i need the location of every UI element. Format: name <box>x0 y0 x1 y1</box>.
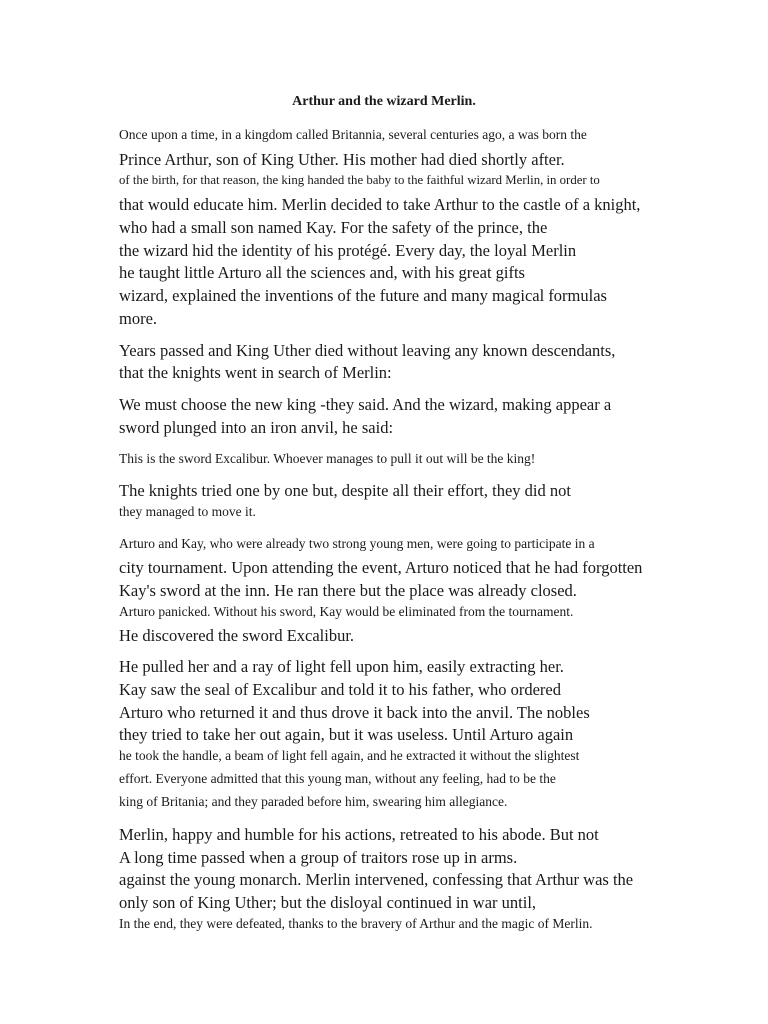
text-line: He pulled her and a ray of light fell upon him, easily extracting her. <box>119 657 564 676</box>
text-line: Once upon a time, in a kingdom called Britannia, several centuries ago, a was born the <box>119 127 587 142</box>
text-line: Prince Arthur, son of King Uther. His mother had died shortly after. <box>119 150 565 169</box>
document-title: Arthur and the wizard Merlin. <box>292 94 476 109</box>
text-line: they managed to move it. <box>119 504 256 519</box>
text-line: A long time passed when a group of traitors rose up in arms. <box>119 848 518 867</box>
text-line: The knights tried one by one but, despite all their effort, they did not <box>119 481 571 500</box>
text-line: wizard, explained the inventions of the future and many magical formulas <box>119 286 607 305</box>
text-line: of the birth, for that reason, the king handed the baby to the faithful wizard Merlin, in order to <box>119 173 600 187</box>
text-line: against the young monarch. Merlin intervened, confessing that Arthur was the <box>119 870 634 889</box>
text-line: more. <box>119 309 158 328</box>
text-line: Arturo and Kay, who were already two strong young men, were going to participate in a <box>119 536 595 551</box>
text-line: Merlin, happy and humble for his actions, retreated to his abode. But not <box>119 825 599 844</box>
text-line: they tried to take her out again, but it was useless. Until Arturo again <box>119 725 574 744</box>
text-line: he taught little Arturo all the sciences and, with his great gifts <box>119 263 525 282</box>
text-line: he took the handle, a beam of light fell again, and he extracted it without the slightest <box>119 748 580 763</box>
text-line: Kay's sword at the inn. He ran there but the place was already closed. <box>119 581 577 600</box>
text-line: Arturo panicked. Without his sword, Kay would be eliminated from the tournament. <box>119 604 574 619</box>
text-line: He discovered the sword Excalibur. <box>119 626 355 645</box>
text-line: city tournament. Upon attending the event, Arturo noticed that he had forgotten <box>119 558 643 577</box>
text-line: We must choose the new king -they said. And the wizard, making appear a <box>119 395 612 414</box>
text-line: This is the sword Excalibur. Whoever manages to pull it out will be the king! <box>119 451 536 466</box>
text-line: that the knights went in search of Merlin: <box>119 363 392 382</box>
text-line: king of Britania; and they paraded before him, swearing him allegiance. <box>119 794 508 809</box>
text-line: Kay saw the seal of Excalibur and told it to his father, who ordered <box>119 680 561 699</box>
text-line: who had a small son named Kay. For the safety of the prince, the <box>119 218 548 237</box>
text-line: Years passed and King Uther died without leaving any known descendants, <box>119 341 616 360</box>
text-line: In the end, they were defeated, thanks to the bravery of Arthur and the magic of Merlin. <box>119 916 593 931</box>
text-line: sword plunged into an iron anvil, he said: <box>119 418 394 437</box>
text-line: that would educate him. Merlin decided to take Arthur to the castle of a knight, <box>119 195 641 214</box>
text-line: the wizard hid the identity of his protégé. Every day, the loyal Merlin <box>119 241 577 260</box>
text-line: only son of King Uther; but the disloyal continued in war until, <box>119 893 537 912</box>
text-line: Arturo who returned it and thus drove it back into the anvil. The nobles <box>119 703 590 722</box>
text-line: effort. Everyone admitted that this young man, without any feeling, had to be the <box>119 771 556 786</box>
